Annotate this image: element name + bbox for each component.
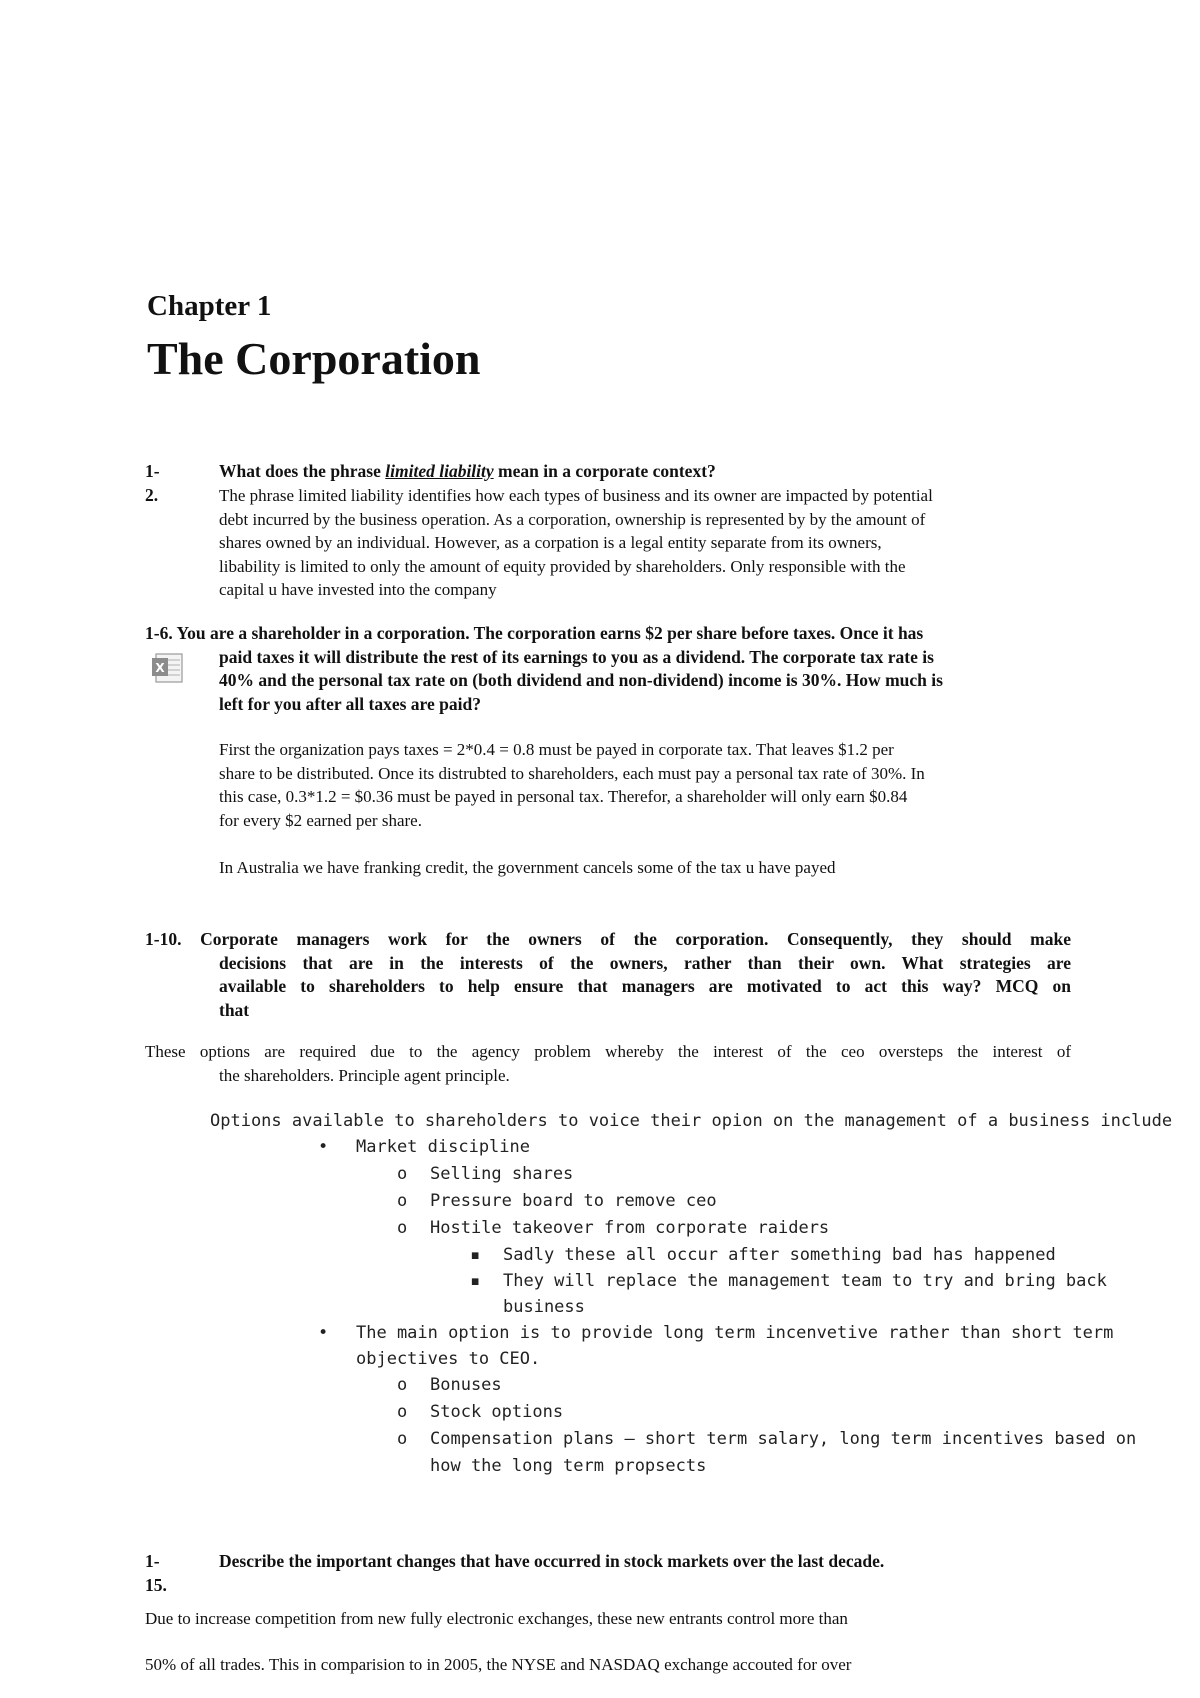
answer-line: The phrase limited liability identifies how each types of business and its owner are impacted by potential: [219, 486, 933, 505]
answer-line: the shareholders. Principle agent principle.: [219, 1065, 510, 1085]
answer-line: First the organization pays taxes = 2*0.4 = 0.8 must be payed in corporate tax. That leaves $1.2 per: [219, 740, 894, 759]
list-item: Selling shares: [430, 1164, 574, 1184]
chapter-label: Chapter 1: [147, 290, 272, 322]
question-line: paid taxes it will distribute the rest of its earnings to you as a dividend. The corporate tax rate is: [219, 646, 934, 667]
square-marker: ▪: [470, 1245, 481, 1265]
square-marker: ▪: [470, 1271, 481, 1291]
answer-line: for every $2 earned per share.: [219, 810, 422, 830]
question-line: [145, 928, 1071, 952]
question-number: 1-6.: [145, 623, 173, 643]
question-line: left for you after all taxes are paid?: [219, 693, 481, 714]
options-intro: Options available to shareholders to voice their opion on the management of a business include: [210, 1111, 1173, 1131]
answer-line: 50% of all trades. This in comparision to in 2005, the NYSE and NASDAQ exchange accouted for over: [145, 1655, 852, 1674]
answer-line: shares owned by an individual. However, as a corpation is a legal entity separate from its owners,: [219, 533, 882, 552]
list-item: They will replace the management team to try and bring back: [503, 1271, 1107, 1291]
circle-marker: o: [397, 1191, 408, 1211]
list-item: objectives to CEO.: [356, 1349, 541, 1369]
circle-marker: o: [397, 1164, 408, 1184]
answer-note: In Australia we have franking credit, the government cancels some of the tax u have payed: [219, 858, 836, 877]
list-item: how the long term propsects: [430, 1456, 707, 1476]
list-item: Market discipline: [356, 1137, 530, 1157]
list-item: Stock options: [430, 1402, 564, 1422]
question-number: 1-10.: [145, 929, 182, 949]
bullet-marker: •: [318, 1323, 329, 1343]
question-line: that: [219, 999, 250, 1020]
excel-file-icon[interactable]: [150, 652, 184, 684]
question-text: You are a shareholder in a corporation. The corporation earns $2 per share before taxes. Once it has: [176, 623, 924, 643]
answer-1-6: [219, 738, 1071, 832]
question-text: Corporate managers work for the owners of the corporation. Consequently, they should make: [200, 929, 1071, 949]
circle-marker: o: [397, 1218, 408, 1238]
answer-line: capital u have invested into the company: [219, 580, 497, 599]
question-1-6: [145, 622, 1071, 716]
answer-line: libability is limited to only the amount of equity provided by shareholders. Only responsible with the: [219, 556, 906, 576]
answer-line: debt incurred by the business operation. As a corporation, ownership is represented by by the amount of: [219, 509, 926, 529]
list-item: business: [503, 1297, 585, 1317]
answer-line: this case, 0.3*1.2 = $0.36 must be payed in personal tax. Therefor, a shareholder will only earn $0.84: [219, 787, 908, 806]
question-line: [145, 622, 1071, 646]
circle-marker: o: [397, 1402, 408, 1422]
chapter-title: The Corporation: [147, 333, 481, 384]
answer-line: These options are required due to the agency problem whereby the interest of the ceo oversteps the interest of: [145, 1042, 1071, 1061]
answer-line: Due to increase competition from new fully electronic exchanges, these new entrants control more than: [145, 1609, 848, 1628]
question-text-part: mean in a corporate context?: [493, 461, 716, 481]
question-number: 1-2.: [145, 461, 160, 505]
svg-text:X: X: [155, 661, 165, 675]
answer-1-15: [145, 1596, 1071, 1688]
bullet-marker: •: [318, 1137, 329, 1157]
question-text-part: What does the phrase: [219, 461, 386, 481]
question-line: decisions that are in the interests of the owners, rather than their own. What strategies are: [219, 952, 1071, 973]
question-line: 40% and the personal tax rate on (both dividend and non-dividend) income is 30%. How much is: [219, 670, 943, 690]
question-text-emphasis: limited liability: [385, 461, 494, 481]
question-number: 1-15.: [145, 1551, 167, 1595]
answer-1-2: [219, 484, 1071, 602]
answer-1-10: [145, 1040, 1071, 1087]
circle-marker: o: [397, 1375, 408, 1395]
question-text: Describe the important changes that have occurred in stock markets over the last decade.: [219, 1551, 885, 1571]
list-item: The main option is to provide long term incenvetive rather than short term: [356, 1323, 1114, 1343]
question-text: [219, 460, 1200, 484]
list-item: Bonuses: [430, 1375, 502, 1395]
answer-line: share to be distributed. Once its distrubted to shareholders, each must pay a personal tax rate of 30%. In: [219, 763, 925, 783]
question-1-10: [145, 928, 1071, 1022]
question-line: available to shareholders to help ensure that managers are motivated to act this way? MCQ on: [219, 976, 1071, 996]
list-item: Hostile takeover from corporate raiders: [430, 1218, 830, 1238]
list-item: Pressure board to remove ceo: [430, 1191, 717, 1211]
circle-marker: o: [397, 1429, 408, 1449]
list-item: Compensation plans – short term salary, long term incentives based on: [430, 1429, 1137, 1449]
list-item: Sadly these all occur after something bad has happened: [503, 1245, 1056, 1265]
